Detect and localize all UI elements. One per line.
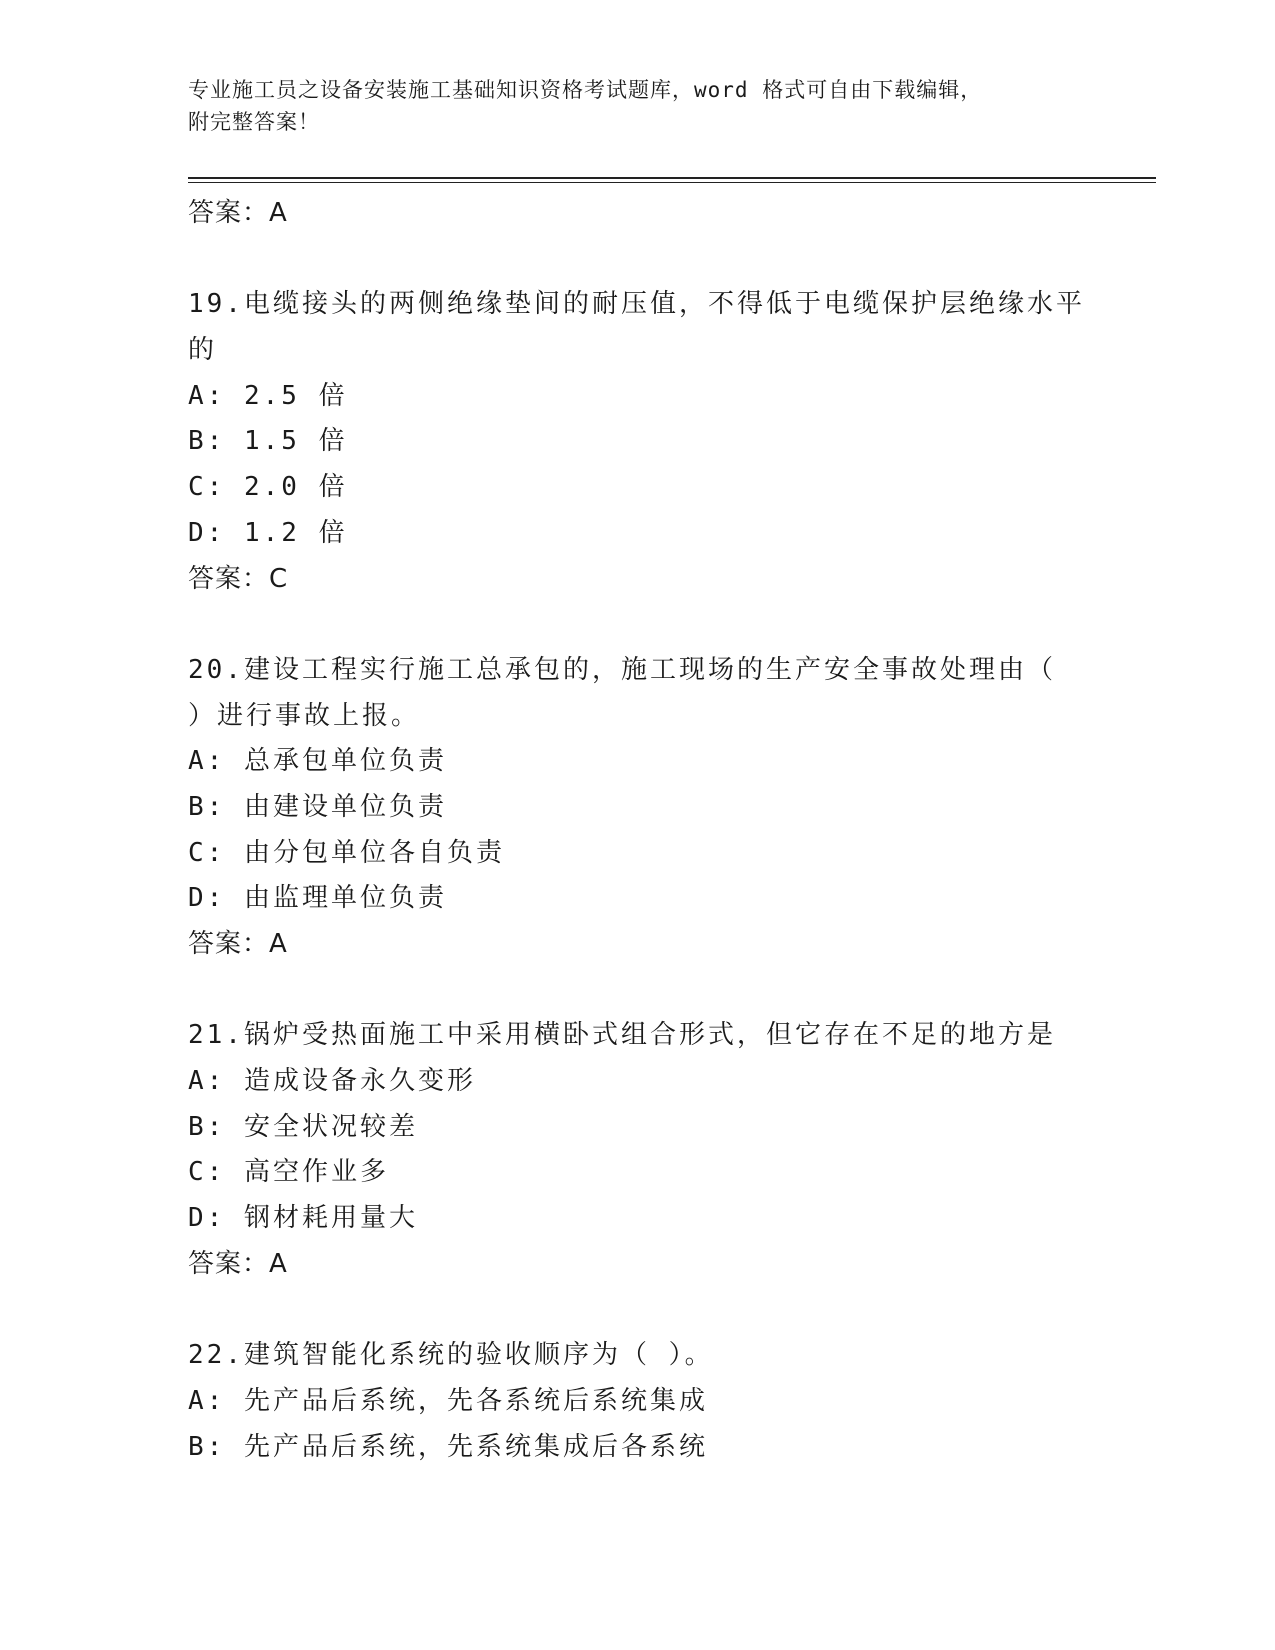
question-stem: 21.锅炉受热面施工中采用横卧式组合形式，但它存在不足的地方是 (188, 1020, 1056, 1051)
option-d: D: 1.2 倍 (188, 517, 348, 548)
header-rule-thin (188, 182, 1156, 183)
header-line-2: 附完整答案！ (188, 110, 320, 134)
document-header (188, 74, 1088, 138)
question-stem-continued: 的 (188, 335, 218, 366)
header-rule-thick (188, 177, 1156, 179)
option-c: C: 2.0 倍 (188, 472, 348, 503)
question-stem: 19.电缆接头的两侧绝缘垫间的耐压值，不得低于电缆保护层绝缘水平 (188, 289, 1085, 320)
question-20 (188, 648, 1088, 968)
option-a: A: 2.5 倍 (188, 380, 348, 411)
header-line-1: 专业施工员之设备安装施工基础知识资格考试题库，word 格式可自由下载编辑， (188, 78, 983, 102)
answer: 答案：A (188, 1248, 288, 1279)
question-19 (188, 282, 1088, 602)
question-stem: 22.建筑智能化系统的验收顺序为（ ）。 (188, 1340, 714, 1371)
option-a: A: 先产品后系统，先各系统后系统集成 (188, 1385, 708, 1416)
spacer (188, 237, 1088, 283)
option-b: B: 1.5 倍 (188, 426, 348, 457)
option-b: B: 安全状况较差 (188, 1111, 418, 1142)
option-b: B: 先产品后系统，先系统集成后各系统 (188, 1431, 708, 1462)
option-a: A: 造成设备永久变形 (188, 1066, 476, 1097)
option-a: A: 总承包单位负责 (188, 746, 447, 777)
previous-answer: 答案：A (188, 198, 288, 228)
option-c: C: 高空作业多 (188, 1157, 389, 1188)
option-b: B: 由建设单位负责 (188, 791, 447, 822)
option-d: D: 由监理单位负责 (188, 883, 447, 914)
answer: 答案：C (188, 563, 289, 594)
answer: 答案：A (188, 929, 288, 959)
spacer (188, 968, 1088, 1014)
spacer (188, 1288, 1088, 1334)
question-stem: 20.建设工程实行施工总承包的，施工现场的生产安全事故处理由（ (188, 654, 1056, 685)
question-22 (188, 1333, 1088, 1470)
question-stem-continued: ）进行事故上报。 (188, 700, 421, 731)
question-21 (188, 1013, 1088, 1287)
option-d: D: 钢材耗用量大 (188, 1203, 418, 1234)
spacer (188, 602, 1088, 648)
option-c: C: 由分包单位各自负责 (188, 837, 505, 868)
question-list (188, 191, 1088, 1470)
